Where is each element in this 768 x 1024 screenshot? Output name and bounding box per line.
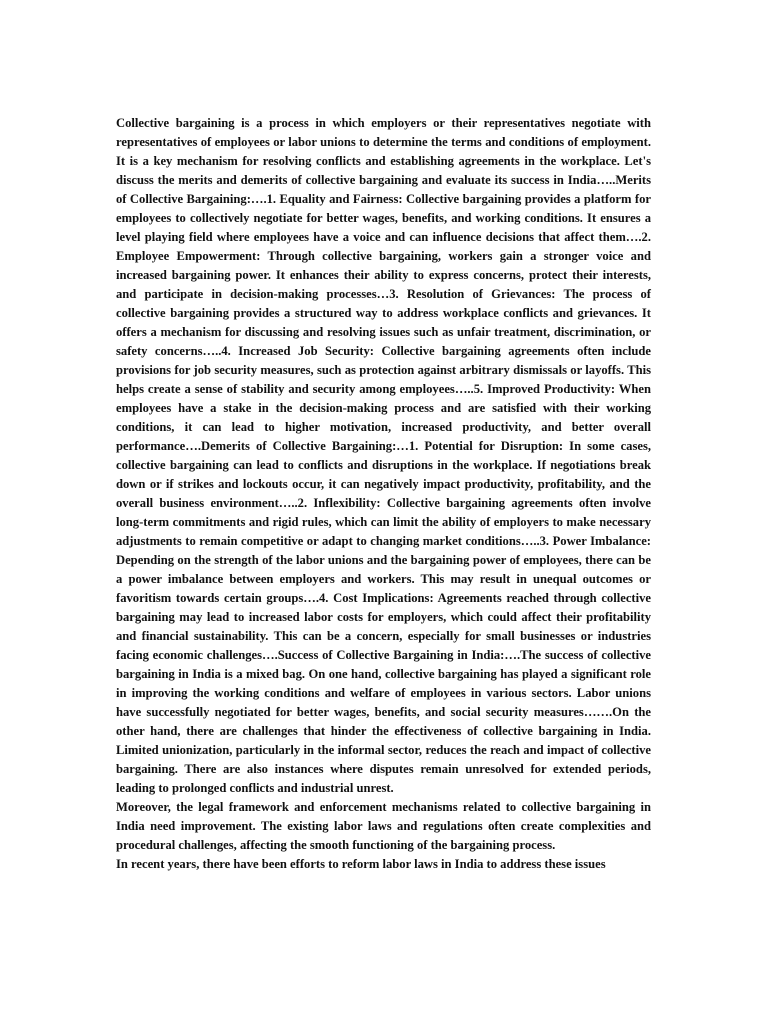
document-body: [116, 114, 651, 874]
paragraph-legal-framework: Moreover, the legal framework and enforcement mechanisms related to collective bargaining in India need improvement. The existing labor laws and regulations often create complexities and procedural challenges, affecting the smooth functioning of the bargaining process.: [116, 800, 651, 852]
paragraph-main: Collective bargaining is a process in which employers or their representatives negotiate with representatives of employees or labor unions to determine the terms and conditions of employment. It is a key mechanism for resolving conflicts and establishing agreements in the workplace. Let's discuss the merits and demerits of collective bargaining and evaluate its success in India…..Merits of Collective Bargaining:….1. Equality and Fairness: Collective bargaining provides a platform for employees to collectively negotiate for better wages, benefits, and working conditions. It ensures a level playing field where employees have a voice and can influence decisions that affect them….2. Employee Empowerment: Through collective bargaining, workers gain a stronger voice and increased bargaining power. It enhances their ability to express concerns, protect their interests, and participate in decision-making processes…3. Resolution of Grievances: The process of collective bargaining provides a structured way to address workplace conflicts and grievances. It offers a mechanism for discussing and resolving issues such as unfair treatment, discrimination, or safety concerns…..4. Increased Job Security: Collective bargaining agreements often include provisions for job security measures, such as protection against arbitrary dismissals or layoffs. This helps create a sense of stability and security among employees…..5. Improved Productivity: When employees have a stake in the decision-making process and are satisfied with their working conditions, it can lead to higher motivation, increased productivity, and better overall performance….Demerits of Collective Bargaining:…1. Potential for Disruption: In some cases, collective bargaining can lead to conflicts and disruptions in the workplace. If negotiations break down or if strikes and lockouts occur, it can negatively impact productivity, profitability, and the overall business environment…..2. Inflexibility: Collective bargaining agreements often involve long-term commitments and rigid rules, which can limit the ability of employers to make necessary adjustments to remain competitive or adapt to changing market conditions…..3. Power Imbalance: Depending on the strength of the labor unions and the bargaining power of employees, there can be a power imbalance between employers and workers. This may result in unequal outcomes or favoritism towards certain groups….4. Cost Implications: Agreements reached through collective bargaining may lead to increased labor costs for employers, which could affect their profitability and financial sustainability. This can be a concern, especially for small businesses or industries facing economic challenges….Success of Collective Bargaining in India:….The success of collective bargaining in India is a mixed bag. On one hand, collective bargaining has played a significant role in improving the working conditions and welfare of employees in various sectors. Labor unions have successfully negotiated for better wages, benefits, and social security measures…….On the other hand, there are challenges that hinder the effectiveness of collective bargaining in India. Limited unionization, particularly in the informal sector, reduces the reach and impact of collective bargaining. There are also instances where disputes remain unresolved for extended periods, leading to prolonged conflicts and industrial unrest.: [116, 116, 651, 795]
paragraph-recent-reforms: In recent years, there have been efforts to reform labor laws in India to address these issues: [116, 857, 606, 871]
